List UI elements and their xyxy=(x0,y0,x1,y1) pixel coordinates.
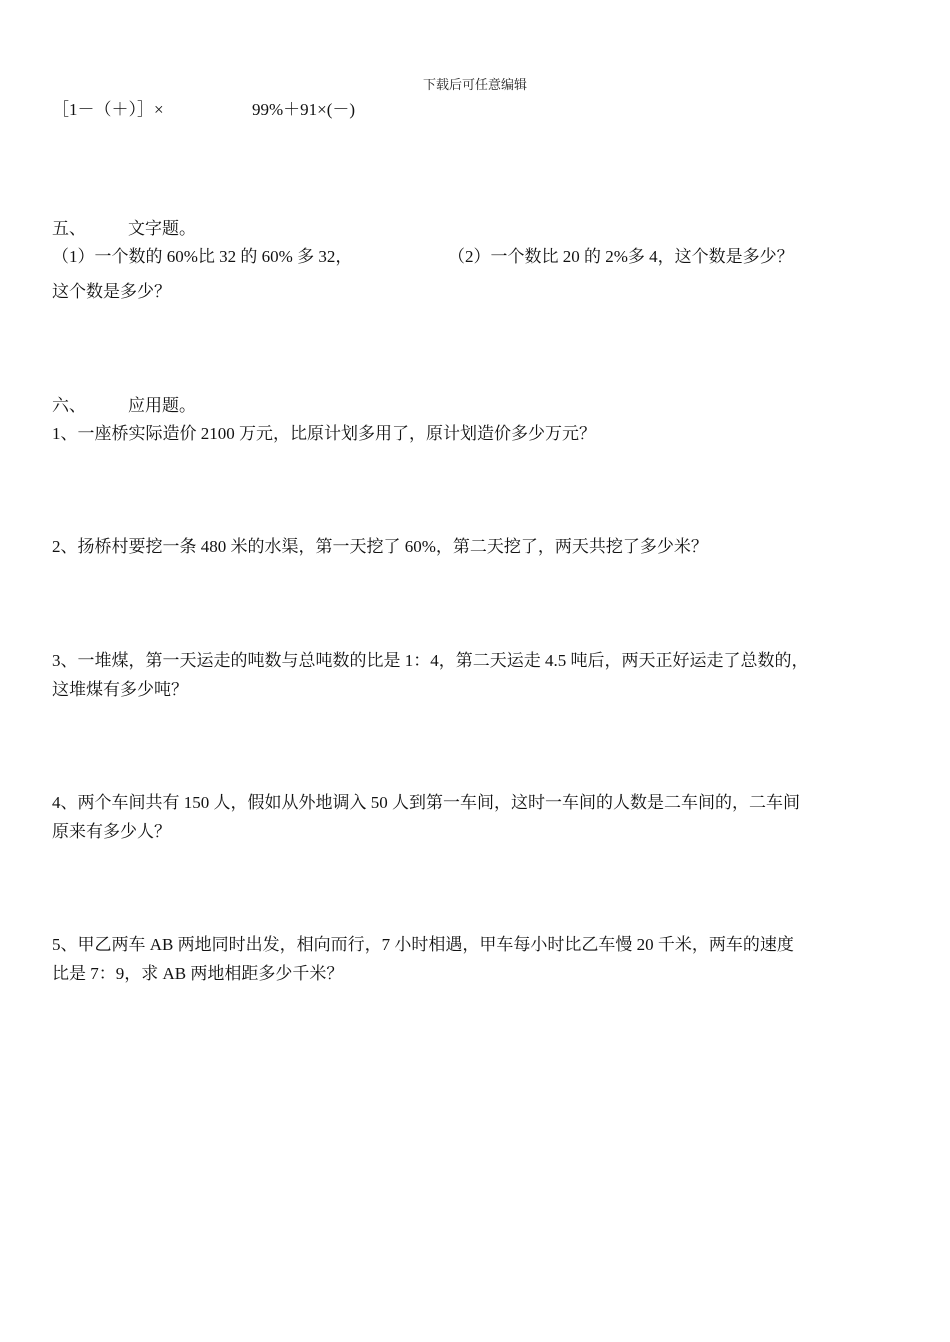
section-6-title: 应用题。 xyxy=(128,396,196,415)
problem-2: 2、扬桥村要挖一条 480 米的水渠，第一天挖了 60%，第二天挖了，两天共挖了多少米？ xyxy=(52,537,708,556)
problem-4-line-2: 原来有多少人？ xyxy=(52,822,171,841)
section-5-title: 文字题。 xyxy=(128,219,196,238)
expression-2: 99%＋91×(－) xyxy=(252,100,356,119)
problem-3-line-1: 3、一堆煤，第一天运走的吨数与总吨数的比是 1：4，第二天运走 4.5 吨后，两天正好运走了总数的， xyxy=(52,651,809,670)
section-6-number: 六、 xyxy=(52,396,86,415)
problem-3-line-2: 这堆煤有多少吨？ xyxy=(52,680,188,699)
problem-5-line-1: 5、甲乙两车 AB 两地同时出发，相向而行，7 小时相遇，甲车每小时比乙车慢 20 千米，两车的速度 xyxy=(52,935,794,954)
page-header: 下载后可任意编辑 xyxy=(422,77,527,92)
problem-4-line-1: 4、两个车间共有 150 人，假如从外地调入 50 人到第一车间，这时一车间的人数是二车间的，二车间 xyxy=(52,793,800,812)
problem-5-line-2: 比是 7：9，求 AB 两地相距多少千米？ xyxy=(52,964,344,983)
section-5-question-1-line-2: 这个数是多少？ xyxy=(52,282,171,301)
expression-1: ［1－（＋）］× xyxy=(52,100,164,119)
section-5-question-2: （2）一个数比 20 的 2%多 4，这个数是多少？ xyxy=(448,247,794,266)
problem-1: 1、一座桥实际造价 2100 万元，比原计划多用了，原计划造价多少万元？ xyxy=(52,424,596,443)
section-5-question-1-line-1: （1）一个数的 60%比 32 的 60% 多 32， xyxy=(52,247,353,266)
section-5-number: 五、 xyxy=(52,219,86,238)
